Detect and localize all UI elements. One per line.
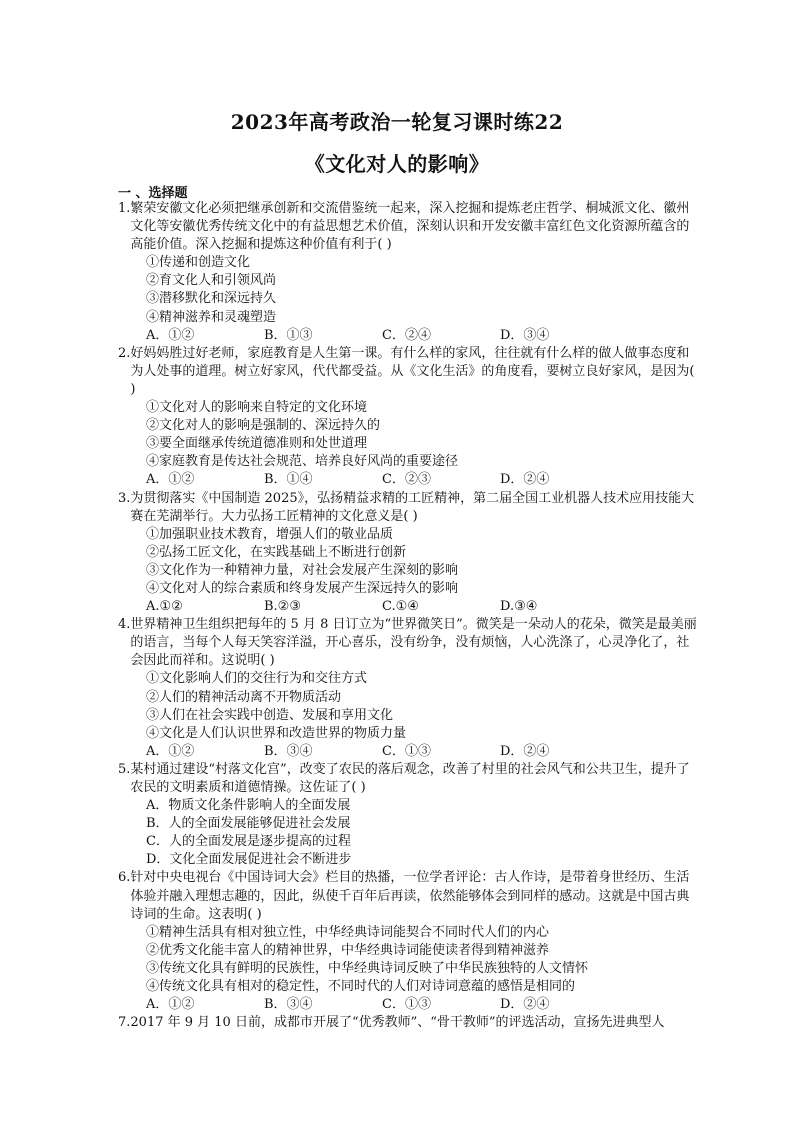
statement-option: ②人们的精神活动离不开物质活动 bbox=[146, 689, 342, 705]
question-number: 3. bbox=[118, 490, 131, 506]
choice-a: A．①② bbox=[146, 327, 195, 343]
choice-b: B.②③ bbox=[264, 599, 301, 615]
question-number: 6. bbox=[118, 870, 131, 886]
answer-choices bbox=[118, 996, 698, 1014]
question-number: 5. bbox=[118, 761, 131, 777]
statement-option: ③文化作为一种精神力量，对社会发展产生深刻的影响 bbox=[146, 562, 459, 578]
statement-option: ④传统文化具有相对的稳定性，不同时代的人们对诗词意蕴的感悟是相同的 bbox=[146, 979, 576, 995]
statement-option: ①文化对人的影响来自特定的文化环境 bbox=[146, 400, 368, 416]
choice-a: A．①② bbox=[146, 472, 195, 488]
question-stem: 某村通过建设“村落文化宫”，改变了农民的落后观念，改善了村里的社会风气和公共卫生，提升了农民的文明素质和道德情操。这佐证了( ) bbox=[130, 761, 690, 795]
question-2 bbox=[118, 345, 698, 490]
choice-a: A.①② bbox=[146, 599, 183, 615]
question-stem: 世界精神卫生组织把每年的 5 月 8 日订立为“世界微笑日”。微笑是一朵动人的花朵，微笑是最美丽的语言，当每个人每天笑容洋溢，开心喜乐，没有纷争，没有烦恼，人心洗涤了，心灵净化了，社会因此而祥和。这说明( ) bbox=[130, 617, 697, 669]
choice-c: C.①④ bbox=[382, 599, 419, 615]
question-stem: 繁荣安徽文化必须把继承创新和交流借鉴统一起来，深入挖掘和提炼老庄哲学、桐城派文化、徽州文化等安徽优秀传统文化中的有益思想艺术价值，深刻认识和开发安徽丰富红色文化资源所蕴含的高能价值。深入挖掘和提炼这种价值有利于( ) bbox=[130, 201, 690, 253]
statement-option: ②育文化人和引领风尚 bbox=[146, 273, 277, 289]
choice-c: C．①③ bbox=[382, 997, 431, 1013]
statement-option: ②优秀文化能丰富人的精神世界，中华经典诗词能使读者得到精神滋养 bbox=[146, 942, 550, 958]
statement-option: ②文化对人的影响是强制的、深远持久的 bbox=[146, 418, 381, 434]
question-list bbox=[118, 200, 698, 1032]
question-number: 7. bbox=[118, 1015, 131, 1031]
choice-b: B．①④ bbox=[264, 472, 313, 488]
choice-a: A．①② bbox=[146, 743, 195, 759]
choice-b: B．③④ bbox=[264, 743, 313, 759]
choice-d: D．③④ bbox=[500, 327, 550, 343]
statement-option: ①文化影响人们的交往行为和交往方式 bbox=[146, 671, 368, 687]
statement-option: ④文化是人们认识世界和改造世界的物质力量 bbox=[146, 725, 407, 741]
choice-c: C．②③ bbox=[382, 472, 431, 488]
question-number: 1. bbox=[118, 201, 131, 216]
question-number: 2. bbox=[118, 345, 131, 361]
document-title: 2023年高考政治一轮复习课时练22 bbox=[230, 110, 564, 134]
section-heading: 一 、选择题 bbox=[118, 186, 188, 201]
choice-a: A．①② bbox=[146, 997, 195, 1013]
choice-c: C．①③ bbox=[382, 743, 431, 759]
choice-d: D．②④ bbox=[500, 743, 550, 759]
question-7 bbox=[118, 1014, 698, 1032]
statement-option: ①精神生活具有相对独立性，中华经典诗词能契合不同时代人们的内心 bbox=[146, 924, 550, 940]
question-4 bbox=[118, 616, 698, 761]
choice-b: B．人的全面发展能够促进社会发展 bbox=[146, 816, 351, 832]
answer-choices bbox=[118, 471, 698, 489]
question-3 bbox=[118, 490, 698, 617]
document-subtitle: 《文化对人的影响》 bbox=[304, 152, 490, 176]
statement-option: ①加强职业技术教育，增强人们的敬业品质 bbox=[146, 526, 394, 542]
choice-d: D．②④ bbox=[500, 997, 550, 1013]
answer-choices bbox=[118, 743, 698, 761]
question-number: 4. bbox=[118, 617, 131, 633]
statement-option: ③传统文化具有鲜明的民族性，中华经典诗词反映了中华民族独特的人文情怀 bbox=[146, 960, 589, 976]
choice-d: D．②④ bbox=[500, 472, 550, 488]
statement-option: ③人们在社会实践中创造、发展和享用文化 bbox=[146, 707, 394, 723]
question-stem: 为贯彻落实《中国制造 2025》，弘扬精益求精的工匠精神，第二届全国工业机器人技术应用技能大赛在芜湖举行。大力弘扬工匠精神的文化意义是( ) bbox=[130, 490, 695, 524]
question-1 bbox=[118, 200, 698, 345]
choice-d: D.③④ bbox=[500, 599, 538, 615]
question-5 bbox=[118, 761, 698, 870]
choice-c: C．人的全面发展是逐步提高的过程 bbox=[146, 834, 351, 850]
answer-choices bbox=[118, 327, 698, 345]
question-6 bbox=[118, 869, 698, 1014]
choice-d: D．文化全面发展促进社会不断进步 bbox=[146, 852, 352, 868]
statement-option: ④精神滋养和灵魂塑造 bbox=[146, 309, 277, 325]
statement-option: ④家庭教育是传达社会规范、培养良好风尚的重要途径 bbox=[146, 454, 459, 470]
statement-option: ③潜移默化和深远持久 bbox=[146, 291, 277, 307]
statement-option: ①传递和创造文化 bbox=[146, 255, 251, 271]
choice-c: C．②④ bbox=[382, 327, 431, 343]
statement-option: ③要全面继承传统道德准则和处世道理 bbox=[146, 436, 368, 452]
statement-option: ②弘扬工匠文化，在实践基础上不断进行创新 bbox=[146, 544, 407, 560]
question-stem: 针对中央电视台《中国诗词大会》栏目的热播，一位学者评论：古人作诗，是带着身世经历、生活体验并融入理想志趣的，因此，纵使千百年后再读，依然能够体会到同样的感动。这就是中国古典诗词的生命。这表明( ) bbox=[130, 870, 690, 922]
answer-choices bbox=[118, 598, 698, 616]
question-stem: 好妈妈胜过好老师，家庭教育是人生第一课。有什么样的家风，往往就有什么样的做人做事态度和为人处事的道理。树立好家风，代代都受益。从《文化生活》的角度看，要树立良好家风，是因为( ) bbox=[130, 345, 695, 397]
question-stem: 2017 年 9 月 10 日前，成都市开展了“优秀教师”、“骨干教师”的评选活动，宣扬先进典型人 bbox=[130, 1015, 665, 1031]
choice-a: A．物质文化条件影响人的全面发展 bbox=[146, 798, 351, 814]
choice-b: B．③④ bbox=[264, 997, 313, 1013]
choice-b: B．①③ bbox=[264, 327, 313, 343]
statement-option: ④文化对人的综合素质和终身发展产生深远持久的影响 bbox=[146, 580, 459, 596]
